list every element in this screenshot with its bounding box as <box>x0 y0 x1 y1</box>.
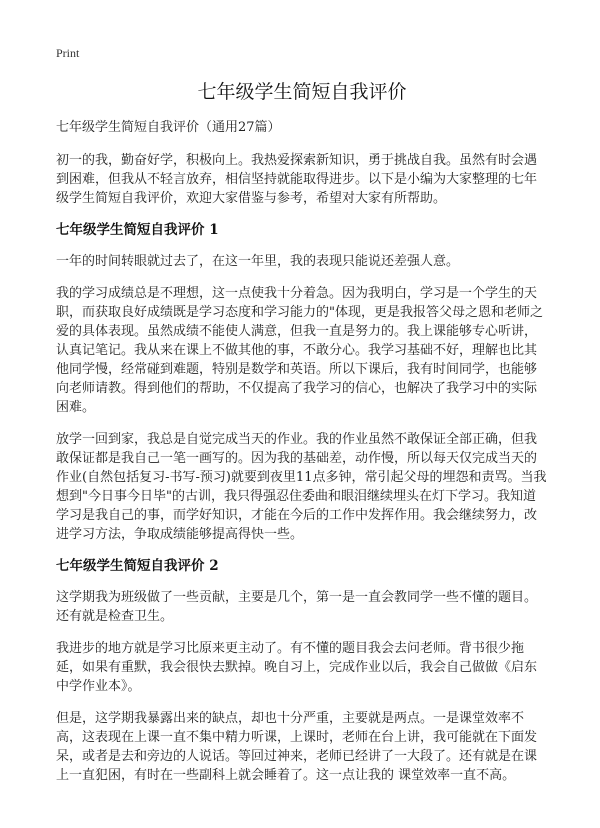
section-2 <box>56 557 548 785</box>
section-paragraph: 这学期我为班级做了一些贡献，主要是几个，第一是一直会教同学一些不懂的题目。还有就是检查卫生。 <box>56 590 538 624</box>
section-paragraph: 我的学习成绩总是不理想，这一点使我十分着急。因为我明白，学习是一个学生的天职，而获取良好成绩既是学习态度和学习能力的"体现，更是我报答父母之恩和老师之爱的具体表现。虽然成绩不能使人满意，但我一直是努力的。我上课能够专心听讲，认真记笔记。我从来在课上不做其他的事，不敢分心。我学习基础不好，理解也比其他同学慢，经常碰到难题，特别是数学和英语。所以下课后，我有时间同学，也能够向老师请教。得到他们的帮助，不仅提高了我学习的信心，也解决了我学习中的实际困难。 <box>56 286 543 415</box>
page-subtitle: 七年级学生简短自我评价（通用27篇） <box>56 120 281 135</box>
section-paragraph: 放学一回到家，我总是自觉完成当天的作业。我的作业虽然不敢保证全部正确，但我敢保证都是我自己一笔一画写的。因为我的基础差，动作慢，所以每天仅完成当天的作业(自然包括复习-书写-预习)就要到夜里11点多钟，常引起父母的埋怨和责骂。当我想到"今日事今日毕"的古训，我只得强忍住委曲和眼泪继续埋头在灯下学习。我知道学习是我自己的事，而学好知识，才能在今后的工作中发挥作用。我会继续努力，改进学习方法，争取成绩能够提高得快一些。 <box>56 432 547 542</box>
section-heading: 七年级学生简短自我评价 1 <box>56 222 219 238</box>
intro-paragraph: 初一的我，勤奋好学，积极向上。我热爱探索新知识，勇于挑战自我。虽然有时会遇到困难，但我从不轻言放弃，相信坚持就能取得进步。以下是小编为大家整理的七年级学生简短自我评价，欢迎大家借鉴与参考，希望对大家有所帮助。 <box>56 153 538 206</box>
print-link[interactable]: Print <box>56 46 80 60</box>
section-heading: 七年级学生简短自我评价 2 <box>56 558 219 574</box>
page-title: 七年级学生简短自我评价 <box>197 81 407 103</box>
section-1 <box>56 221 548 544</box>
section-paragraph: 但是，这学期我暴露出来的缺点，却也十分严重，主要就是两点。一是课堂效率不高，这表现在上课一直不集中精力听课，上课时，老师在台上讲，我可能就在下面发呆，或者是去和旁边的人说话。等回过神来，老师已经讲了一大段了。还有就是在课上一直犯困，有时在一些副科上就会睡着了。这一点让我的 课堂效率一直不高。 <box>56 711 538 783</box>
section-paragraph: 我进步的地方就是学习比原来更主动了。有不懂的题目我会去问老师。背书很少拖延，如果有重默，我会很快去默掉。晚自习上，完成作业以后，我会自己做做《启东中学作业本》。 <box>56 641 538 694</box>
section-paragraph: 一年的时间转眼就过去了，在这一年里，我的表现只能说还差强人意。 <box>56 254 460 269</box>
